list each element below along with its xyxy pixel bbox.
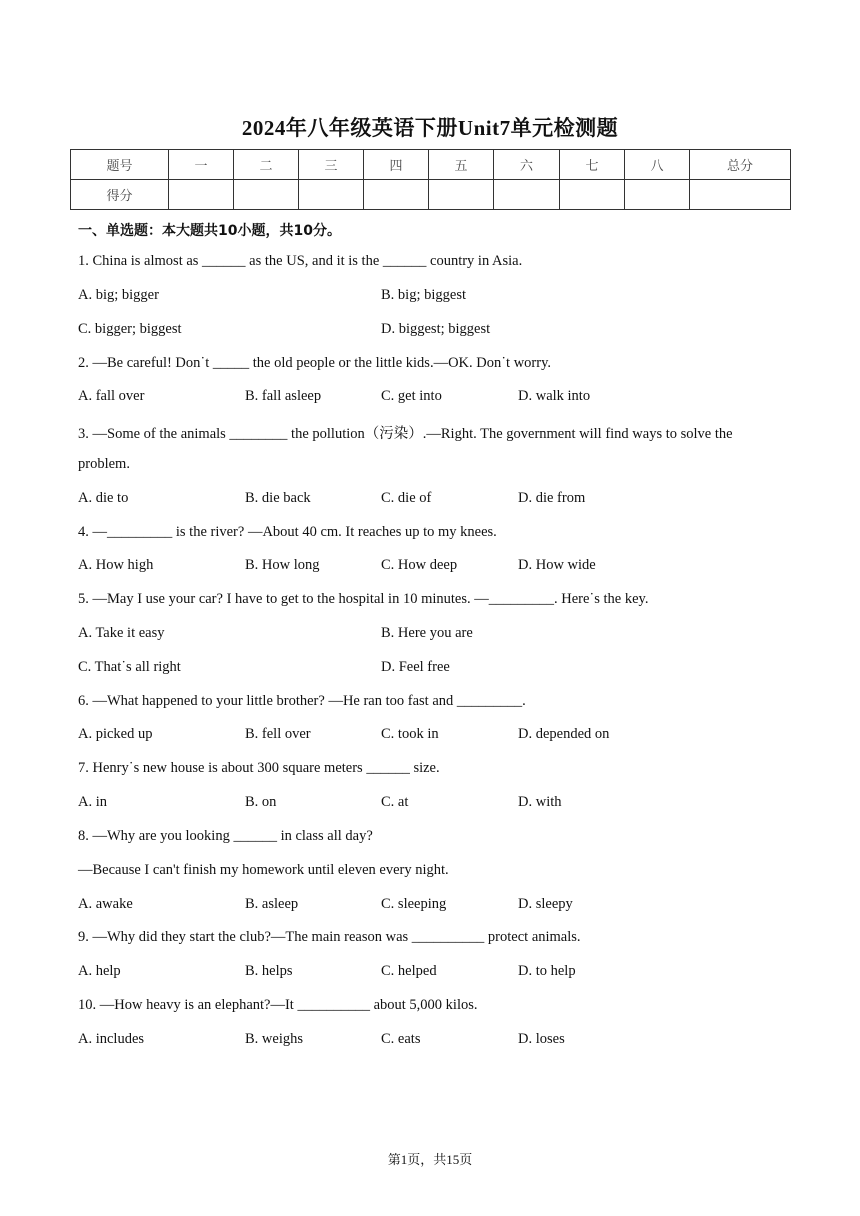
option-a: A. awake	[78, 896, 133, 912]
option-c: C. That˙s all right	[78, 659, 181, 675]
score-header-cell: 总分	[690, 150, 791, 180]
option-a: A. help	[78, 963, 121, 979]
question-stem: 7. Henry˙s new house is about 300 square meters ______ size.	[78, 760, 440, 776]
score-cell	[494, 180, 560, 210]
score-cell	[560, 180, 625, 210]
question-stem: 5. —May I use your car? I have to get to the hospital in 10 minutes. —_________. Here˙s the key.	[78, 591, 649, 607]
option-d: D. die from	[518, 490, 586, 506]
option-b: B. big; biggest	[381, 287, 466, 303]
score-cell	[169, 180, 234, 210]
option-a: A. picked up	[78, 726, 153, 742]
page-footer: 第1页，共15页	[387, 1152, 473, 1167]
score-table-header-row	[71, 150, 791, 180]
option-b: B. die back	[245, 490, 311, 506]
option-a: A. includes	[78, 1031, 145, 1047]
score-row-label: 得分	[71, 180, 169, 210]
score-header-cell: 六	[494, 150, 560, 180]
option-c: C. get into	[381, 388, 442, 404]
option-c: C. How deep	[381, 557, 458, 573]
option-d: D. sleepy	[518, 896, 573, 912]
option-c: C. at	[381, 794, 409, 810]
score-cell	[234, 180, 299, 210]
option-d: D. to help	[518, 963, 576, 979]
score-cell	[625, 180, 690, 210]
option-d: D. walk into	[518, 388, 591, 404]
option-c: C. took in	[381, 726, 439, 742]
score-header-cell: 七	[560, 150, 625, 180]
option-b: B. Here you are	[381, 625, 473, 641]
question-stem: 10. —How heavy is an elephant?—It __________ about 5,000 kilos.	[78, 997, 478, 1013]
question-stem: 4. —_________ is the river? —About 40 cm. It reaches up to my knees.	[78, 524, 497, 540]
option-c: C. helped	[381, 963, 437, 979]
option-d: D. depended on	[518, 726, 610, 742]
option-a: A. fall over	[78, 388, 145, 404]
score-table	[70, 149, 791, 210]
score-header-cell: 五	[429, 150, 494, 180]
score-header-cell: 一	[169, 150, 234, 180]
score-header-cell: 八	[625, 150, 690, 180]
option-b: B. weighs	[245, 1031, 303, 1047]
option-b: B. How long	[245, 557, 320, 573]
option-b: B. on	[245, 794, 277, 810]
score-header-cell: 二	[234, 150, 299, 180]
question-stem-continued: —Because I can't finish my homework until eleven every night.	[78, 862, 449, 878]
option-c: C. sleeping	[381, 896, 447, 912]
score-cell	[364, 180, 429, 210]
option-a: A. big; bigger	[78, 287, 159, 303]
question-stem-continued: problem.	[78, 456, 130, 472]
option-c: C. bigger; biggest	[78, 321, 182, 337]
option-b: B. asleep	[245, 896, 299, 912]
question-stem: 1. China is almost as ______ as the US, and it is the ______ country in Asia.	[78, 253, 523, 269]
option-a: A. in	[78, 794, 107, 810]
option-b: B. helps	[245, 963, 293, 979]
question-stem: 6. —What happened to your little brother? —He ran too fast and _________.	[78, 693, 526, 709]
option-a: A. Take it easy	[78, 625, 165, 641]
option-d: D. How wide	[518, 557, 596, 573]
option-b: B. fall asleep	[245, 388, 322, 404]
option-d: D. Feel free	[381, 659, 450, 675]
option-d: D. loses	[518, 1031, 565, 1047]
score-cell	[299, 180, 364, 210]
option-a: A. die to	[78, 490, 129, 506]
question-stem: 2. —Be careful! Don˙t _____ the old people or the little kids.—OK. Don˙t worry.	[78, 355, 552, 371]
score-cell	[690, 180, 791, 210]
option-c: C. eats	[381, 1031, 421, 1047]
section-heading: 一、单选题：本大题共10小题，共10分。	[78, 223, 341, 239]
question-stem: 9. —Why did they start the club?—The main reason was __________ protect animals.	[78, 929, 581, 945]
option-c: C. die of	[381, 490, 432, 506]
document-title: 2024年八年级英语下册Unit7单元检测题	[241, 116, 619, 140]
option-d: D. biggest; biggest	[381, 321, 491, 337]
question-stem: 3. —Some of the animals ________ the pollution（污染）.—Right. The government will find ways to solve the	[78, 426, 733, 442]
score-header-cell: 题号	[71, 150, 169, 180]
score-cell	[429, 180, 494, 210]
question-stem: 8. —Why are you looking ______ in class all day?	[78, 828, 373, 844]
score-header-cell: 四	[364, 150, 429, 180]
option-a: A. How high	[78, 557, 154, 573]
option-d: D. with	[518, 794, 562, 810]
score-table-score-row	[71, 180, 791, 210]
score-header-cell: 三	[299, 150, 364, 180]
option-b: B. fell over	[245, 726, 311, 742]
